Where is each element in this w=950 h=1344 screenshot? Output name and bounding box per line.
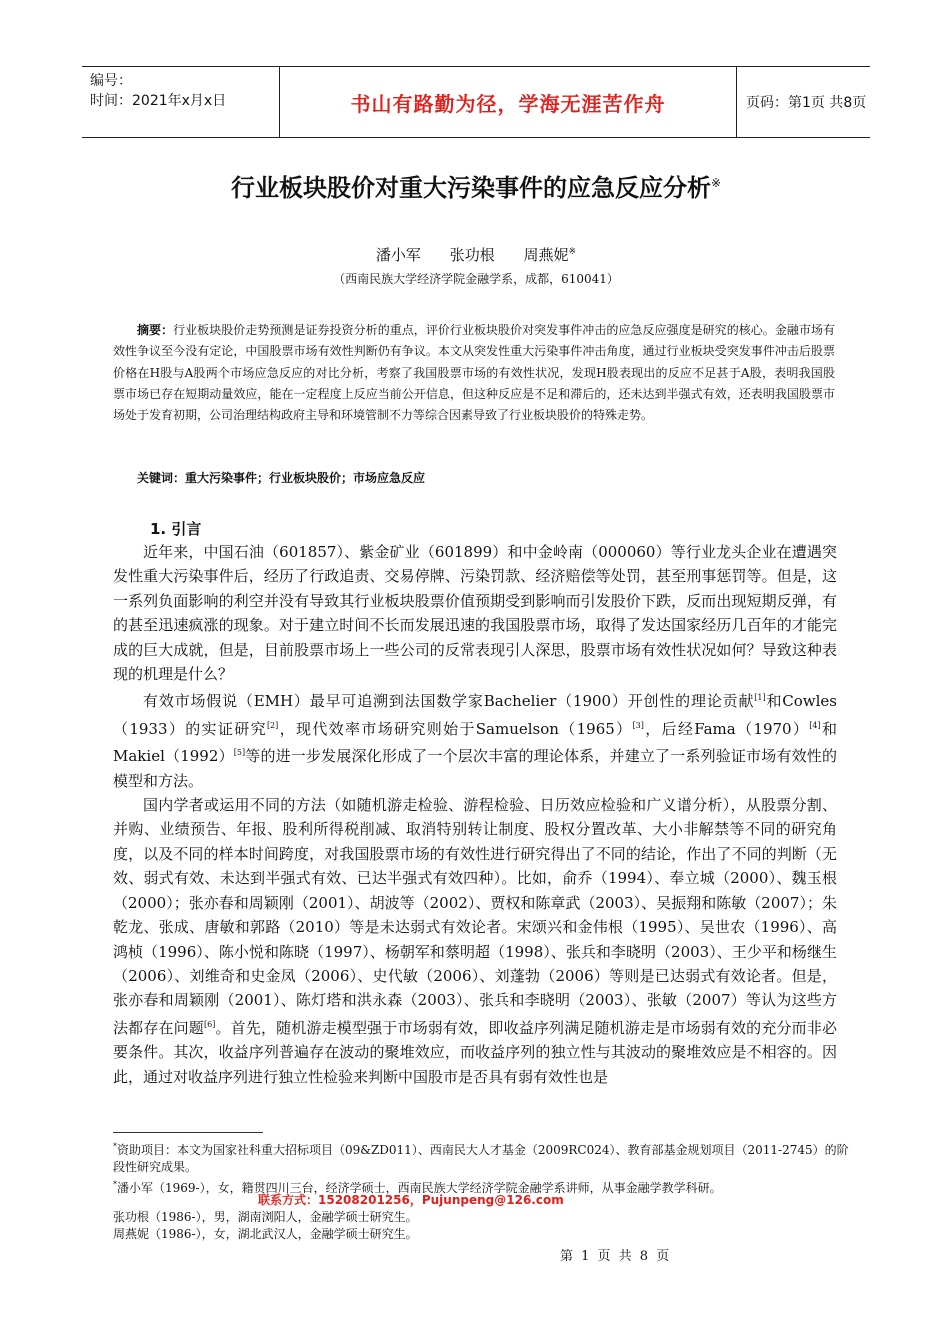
- title-mark: ※: [710, 176, 722, 190]
- citation-5: [5]: [233, 748, 246, 758]
- keywords: [113, 468, 835, 488]
- author-3-name: 周燕妮: [523, 246, 569, 264]
- title-text: 行业板块股价对重大污染事件的应急反应分析: [230, 174, 711, 202]
- author-mark: ※: [568, 247, 577, 257]
- footnotes-continued: [113, 1209, 853, 1243]
- footnotes: [113, 1138, 853, 1197]
- header-meta: [82, 67, 280, 137]
- p2-seg: 和Makiel（1992）: [113, 719, 837, 766]
- keywords-text: 重大污染事件；行业板块股价；市场应急反应: [185, 471, 426, 485]
- citation-1: [1]: [754, 693, 766, 703]
- page-number: 第 1 页 共 8 页: [560, 1249, 672, 1264]
- doc-code: 编号：: [90, 73, 132, 89]
- citation-6: [6]: [203, 1019, 216, 1029]
- p2-seg: 和Cowles（1933）的实证研究: [113, 692, 837, 738]
- affiliation: （西南民族大学经济学院金融学系，成都，610041）: [333, 272, 619, 286]
- footnote-3: 张功根（1986-），男，湖南浏阳人，金融学硕士研究生。: [113, 1210, 418, 1224]
- author-list: [82, 244, 870, 265]
- citation-3: [3]: [632, 720, 644, 730]
- footnote-text: 资助项目：本文为国家社科重大招标项目（09&ZD011）、西南民大人才基金（2009RC024）、教育部基金规划项目（2011-2745）的阶段性研究成果。: [113, 1143, 849, 1174]
- p3-seg: 国内学者或运用不同的方法（如随机游走检验、游程检验、日历效应检验和广义谱分析），从股票分割、并购、业绩预告、年报、股利所得税削减、取消特别转让制度、股权分置改革、大小非解禁等不同的研究角度，以及不同的样本时间跨度，对我国股票市场的有效性进行研究得出了不同的结论，作出了不同的判断（无效、弱式有效、未达到半强式有效、已达半强式有效四种）。比如，俞乔（1994）、奉立城（2000）、魏玉根（2000）；张亦春和周颖刚（2001）、胡波等（2002）、贾权和陈章武（2003）、吴振翔和陈敏（2007）；朱乾龙、张成、唐敏和郭路（2010）等是未达弱式有效论者。宋颂兴和金伟根（1995）、吴世农（1996）、高鸿桢（1996）、陈小悦和陈晓（1997）、杨朝军和蔡明超（1998）、张兵和李晓明（2003）、王少平和杨继生（2006）、刘维奇和史金凤（2006）、史代敏（2006）、刘蓬勃（2006）等则是已达弱式有效论者。但是，张亦春和周颖刚（2001）、陈灯塔和洪永森（2003）、张兵和李晓明（2003）、张敏（2007）等认为这些方法都存在问题: [113, 796, 837, 1037]
- citation-4: [4]: [809, 720, 821, 730]
- header-motto: 书山有路勤为径，学海无涯苦作舟: [280, 67, 737, 137]
- author-1: 潘小军: [375, 246, 421, 264]
- keywords-label: 关键词：: [137, 471, 186, 485]
- footnote-divider: [113, 1132, 263, 1133]
- section-heading: 1. 引言: [150, 520, 202, 538]
- p3-seg: 。首先，随机游走模型强于市场弱有效，即收益序列满足随机游走是市场弱有效的充分而非必要条件。其次，收益序列普遍存在波动的聚堆效应，而收益序列的独立性与其波动的聚堆效应是不相容的。因此，通过对收益序列进行独立性检验来判断中国股市是否具有弱有效性也是: [113, 1018, 837, 1086]
- abstract: [113, 320, 835, 426]
- paragraph-3: [113, 793, 837, 1089]
- p2-seg: 等的进一步发展深化形成了一个层次丰富的理论体系，并建立了一系列验证市场有效性的模型和方法。: [113, 747, 837, 790]
- p2-seg: ，现代效率市场研究则始于Samuelson（1965）: [278, 719, 633, 738]
- p2-seg: 有效市场假说（EMH）最早可追溯到法国数学家Bachelier（1900）开创性的理论贡献: [143, 692, 755, 711]
- author-2: 张功根: [449, 246, 495, 264]
- paragraph-2: [113, 686, 837, 793]
- footnote-mark: *: [113, 1180, 117, 1189]
- footnote-4: 周燕妮（1986-），女，湖北武汉人，金融学硕士研究生。: [113, 1227, 418, 1241]
- contact-info: 联系方式：15208201256，Pujunpeng@126.com: [258, 1193, 564, 1207]
- author-3: [524, 246, 577, 264]
- abstract-label: 摘要：: [137, 323, 174, 337]
- citation-2: [2]: [266, 720, 279, 730]
- header-page-info: 页码：第1页 共8页: [746, 95, 867, 111]
- footnote-1: [113, 1138, 853, 1176]
- abstract-text: 行业板块股价走势预测是证券投资分析的重点，评价行业板块股价对突发事件冲击的应急反应强度是研究的核心。金融市场有效性争议至今没有定论，中国股票市场有效性判断仍有争议。本文从突发性重大污染事件冲击角度，通过行业板块受突发事件冲击后股票价格在H股与A股两个市场应急反应的对比分析，考察了我国股票市场的有效性状况，发现H股表现出的反应不足甚于A股，表明我国股票市场已存在短期动量效应，能在一定程度上反应当前公开信息，但这种反应是不足和滞后的，还未达到半强式有效，还表明我国股票市场处于发育初期，公司治理结构政府主导和环境管制不力等综合因素导致了行业板块股价的特殊走势。: [113, 323, 835, 423]
- footnote-text: 潘小军（1969-），女，籍贯四川三台，经济学硕士，西南民族大学经济学院金融学系讲师，从事金融学教学科研。: [117, 1181, 722, 1195]
- footnote-mark: *: [113, 1142, 117, 1151]
- p2-seg: ，后经Fama（1970）: [643, 719, 810, 738]
- paper-title: [82, 168, 870, 203]
- paragraph-1: 近年来，中国石油（601857）、紫金矿业（601899）和中金岭南（000060）等行业龙头企业在遭遇突发性重大污染事件后，经历了行政追责、交易停牌、污染罚款、经济赔偿等处罚，甚至刑事惩罚等。但是，这一系列负面影响的利空并没有导致其行业板块股票价值预期受到影响而引发股价下跌，反而出现短期反弹，有的甚至迅速疯涨的现象。对于建立时间不长而发展迅速的我国股票市场，取得了发达国家经历几百年的才能完成的巨大成就，但是，目前股票市场上一些公司的反常表现引人深思，股票市场有效性状况如何？导致这种表现的机理是什么？: [113, 543, 837, 684]
- doc-time: 时间：2021年x月x日: [90, 93, 227, 109]
- body-text: [113, 540, 837, 1089]
- page-header: [82, 66, 870, 138]
